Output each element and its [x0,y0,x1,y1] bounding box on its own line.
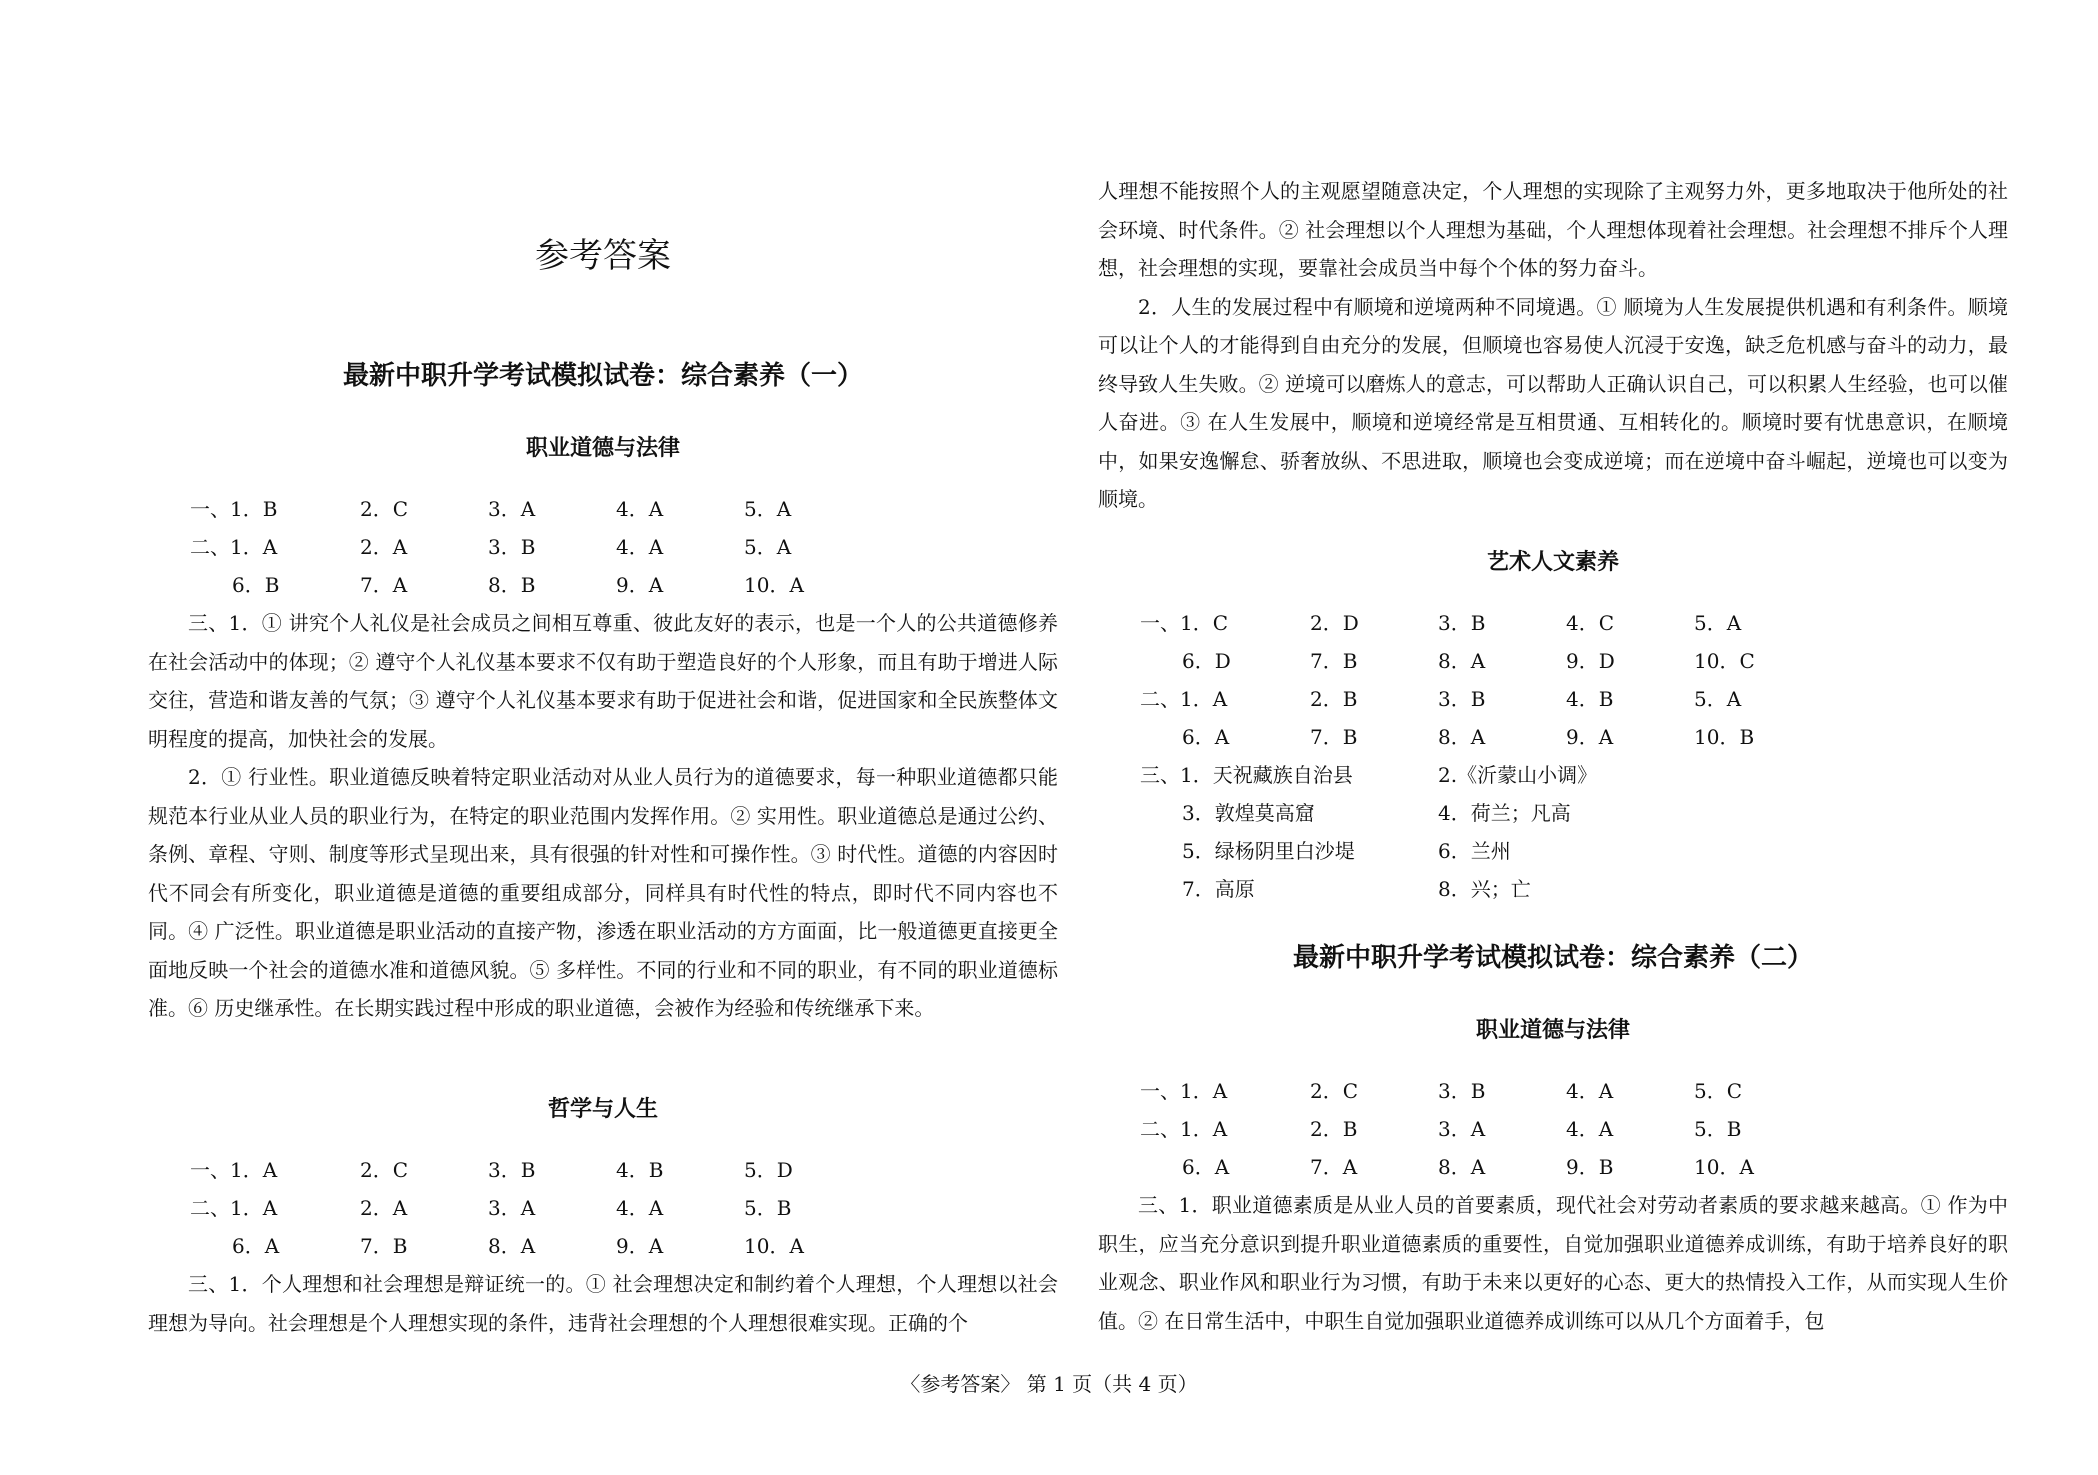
answer-cell: 3．A [1438,1117,1486,1141]
answer-cell: 三、1．天祝藏族自治县 [1140,763,1353,787]
section-title-philosophy: 哲学与人生 [547,1096,658,1122]
answer-cell: 2．B [1310,1117,1358,1141]
answer-cell: 二、1．A [1140,1117,1228,1141]
answer-cell: 4．C [1566,611,1615,635]
answer-cell: 2．C [360,1158,409,1182]
answer-cell: 2．B [1310,687,1358,711]
answer-cell: 5．A [744,497,792,521]
answer-cell: 10．B [1694,725,1755,749]
answer-cell: 7．B [1310,725,1358,749]
answer-cell: 3．B [1438,687,1486,711]
answer-cell: 9．A [1566,725,1614,749]
answer-cell: 6．B [232,573,280,597]
answer-cell: 7．A [360,573,408,597]
answer-row [148,528,1058,566]
answer-cell: 4．A [616,1196,664,1220]
answer-row [148,490,1058,528]
answer-cell: 二、1．A [190,1196,278,1220]
answer-cell: 10．A [1694,1155,1754,1179]
answer-cell: 4．A [1566,1117,1614,1141]
answer-cell: 4．A [616,535,664,559]
answer-cell: 二、1．A [1140,687,1228,711]
answer-cell: 7．B [360,1234,408,1258]
page-footer: 〈参考答案〉 第 1 页（共 4 页） [900,1372,1198,1396]
answer-cell: 8．B [488,573,536,597]
answer-row [148,566,1058,604]
paper2-title: 最新中职升学考试模拟试卷：综合素养（二） [1292,943,1813,973]
paper1-title: 最新中职升学考试模拟试卷：综合素养（一） [342,361,863,391]
answer-row [1098,1072,2008,1110]
answer-cell: 5．B [1694,1117,1742,1141]
answer-row [1098,642,2008,680]
answer-cell: 9．A [616,1234,664,1258]
answer-cell: 3．B [1438,1079,1486,1103]
answer-cell: 9．B [1566,1155,1614,1179]
section-title-ethics-law-2: 职业道德与法律 [1475,1017,1630,1043]
answer-cell: 6．D [1182,649,1231,673]
answer-cell: 4．B [1566,687,1614,711]
answer-paragraph: 三、1．① 讲究个人礼仪是社会成员之间相互尊重、彼此友好的表示，也是一个人的公共道德修养在社会活动中的体现；② 遵守个人礼仪基本要求不仅有助于塑造良好的个人形象，而且有助于增进人际交往，营造和谐友善的气氛；③ 遵守个人礼仪基本要求有助于促进社会和谐，促进国家和全民族整体文明程度的提高，加快社会的发展。 [148,611,1058,751]
answer-paragraphs [1098,172,2008,519]
answer-cell: 10．A [744,573,804,597]
answer-cell: 8．A [488,1234,536,1258]
answer-paragraph: 人理想不能按照个人的主观愿望随意决定，个人理想的实现除了主观努力外，更多地取决于他所处的社会环境、时代条件。② 社会理想以个人理想为基础，个人理想体现着社会理想。社会理想不排斥个人理想，社会理想的实现，要靠社会成员当中每个个体的努力奋斗。 [1098,179,2008,280]
answer-paragraphs [148,1265,1058,1342]
answer-cell: 2．D [1310,611,1359,635]
answer-paragraphs [148,604,1058,1028]
answer-cell: 一、1．C [1140,611,1229,635]
answer-cell: 4．A [1566,1079,1614,1103]
fill-answer-row [1098,794,2008,832]
answer-cell: 3．B [488,535,536,559]
answer-row [148,1227,1058,1265]
answer-cell: 4．B [616,1158,664,1182]
answer-cell: 6．兰州 [1438,839,1511,863]
answer-cell: 5．D [744,1158,793,1182]
answer-cell: 8．A [1438,649,1486,673]
answer-cell: 9．A [616,573,664,597]
answer-cell: 一、1．A [1140,1079,1228,1103]
answer-cell: 5．绿杨阴里白沙堤 [1182,839,1355,863]
answer-cell: 5．A [744,535,792,559]
answer-row [1098,718,2008,756]
answer-cell: 6．A [1182,1155,1230,1179]
answer-row [1098,680,2008,718]
answer-cell: 2．A [360,535,408,559]
answer-row [148,1189,1058,1227]
answer-cell: 9．D [1566,649,1615,673]
answer-cell: 6．A [232,1234,280,1258]
answer-row [1098,1110,2008,1148]
answer-cell: 2．C [360,497,409,521]
answer-cell: 一、1．A [190,1158,278,1182]
fill-answer-row [1098,832,2008,870]
answer-cell: 7．A [1310,1155,1358,1179]
answer-paragraph: 2．① 行业性。职业道德反映着特定职业活动对从业人员行为的道德要求，每一种职业道德都只能规范本行业从业人员的职业行为，在特定的职业范围内发挥作用。② 实用性。职业道德总是通过公约、条例、章程、守则、制度等形式呈现出来，具有很强的针对性和可操作性。③ 时代性。道德的内容因时代不同会有所变化，职业道德是道德的重要组成部分，同样具有时代性的特点，即时代不同内容也不同。④ 广泛性。职业道德是职业活动的直接产物，渗透在职业活动的方方面面，比一般道德更直接更全面地反映一个社会的道德水准和道德风貌。⑤ 多样性。不同的行业和不同的职业，有不同的职业道德标准。⑥ 历史继承性。在长期实践过程中形成的职业道德，会被作为经验和传统继承下来。 [148,765,1058,1020]
answer-row [1098,604,2008,642]
answer-paragraph: 三、1．个人理想和社会理想是辩证统一的。① 社会理想决定和制约着个人理想，个人理想以社会理想为导向。社会理想是个人理想实现的条件，违背社会理想的个人理想很难实现。正确的个 [148,1272,1058,1335]
answer-cell: 8．兴；亡 [1438,877,1531,901]
answer-row [1098,1148,2008,1186]
fill-answer-row [1098,870,2008,908]
answer-cell: 3．B [1438,611,1486,635]
fill-answer-row [1098,756,2008,794]
answer-cell: 5．A [1694,611,1742,635]
page-title: 参考答案 [535,236,671,276]
answer-cell: 二、1．A [190,535,278,559]
answer-cell: 8．A [1438,1155,1486,1179]
answer-cell: 6．A [1182,725,1230,749]
answer-cell: 3．B [488,1158,536,1182]
answer-paragraph: 三、1．职业道德素质是从业人员的首要素质，现代社会对劳动者素质的要求越来越高。① 作为中职生，应当充分意识到提升职业道德素质的重要性，自觉加强职业道德养成训练，有助于培养良好的职业观念、职业作风和职业行为习惯，有助于未来以更好的心态、更大的热情投入工作，从而实现人生价值。② 在日常生活中，中职生自觉加强职业道德养成训练可以从几个方面着手，包 [1098,1193,2008,1333]
answer-cell: 2．C [1310,1079,1359,1103]
answer-cell: 4．A [616,497,664,521]
answer-cell: 2.《沂蒙山小调》 [1438,763,1598,787]
answer-cell: 5．B [744,1196,792,1220]
answer-cell: 8．A [1438,725,1486,749]
answer-paragraphs [1098,1186,2008,1340]
section-title-arts: 艺术人文素养 [1486,549,1619,575]
answer-cell: 7．B [1310,649,1358,673]
answer-cell: 4．荷兰；凡高 [1438,801,1571,825]
answer-cell: 5．A [1694,687,1742,711]
answer-cell: 5．C [1694,1079,1743,1103]
answer-cell: 3．敦煌莫高窟 [1182,801,1315,825]
answer-cell: 10．A [744,1234,804,1258]
section-title-ethics-law: 职业道德与法律 [525,435,680,461]
answer-cell: 3．A [488,497,536,521]
answer-paragraph: 2．人生的发展过程中有顺境和逆境两种不同境遇。① 顺境为人生发展提供机遇和有利条件。顺境可以让个人的才能得到自由充分的发展，但顺境也容易使人沉浸于安逸，缺乏危机感与奋斗的动力，最终导致人生失败。② 逆境可以磨炼人的意志，可以帮助人正确认识自己，可以积累人生经验，也可以催人奋进。③ 在人生发展中，顺境和逆境经常是互相贯通、互相转化的。顺境时要有忧患意识，在顺境中，如果安逸懈怠、骄奢放纵、不思进取，顺境也会变成逆境；而在逆境中奋斗崛起，逆境也可以变为顺境。 [1098,294,2008,511]
answer-cell: 7．高原 [1182,877,1255,901]
answer-cell: 一、1．B [190,497,278,521]
answer-cell: 2．A [360,1196,408,1220]
answer-row [148,1151,1058,1189]
answer-cell: 3．A [488,1196,536,1220]
answer-cell: 10．C [1694,649,1755,673]
